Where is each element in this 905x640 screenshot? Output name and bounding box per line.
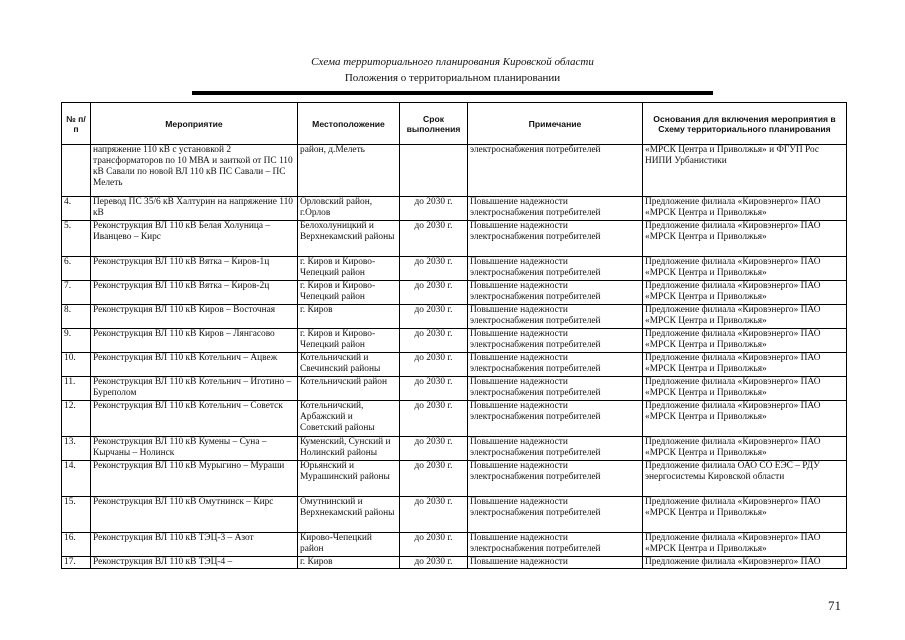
cell-number: 6.	[62, 257, 91, 281]
cell-basis: Предложение филиала «Кировэнерго» ПАО «МРСК Центра и Приволжья»	[643, 257, 847, 281]
cell-note: Повышение надежности электроснабжения потребителей	[468, 497, 643, 533]
cell-measure: Реконструкция ВЛ 110 кВ Белая Холуница – Иванцево – Кирс	[91, 221, 298, 257]
cell-note: Повышение надежности электроснабжения потребителей	[468, 377, 643, 401]
cell-term: до 2030 г.	[400, 353, 468, 377]
cell-note: Повышение надежности электроснабжения потребителей	[468, 329, 643, 353]
cell-term: до 2030 г.	[400, 329, 468, 353]
cell-basis: Предложение филиала «Кировэнерго» ПАО «МРСК Центра и Приволжья»	[643, 377, 847, 401]
cell-term: до 2030 г.	[400, 533, 468, 557]
cell-term: до 2030 г.	[400, 437, 468, 461]
cell-basis: Предложение филиала «Кировэнерго» ПАО «МРСК Центра и Приволжья»	[643, 353, 847, 377]
cell-note: Повышение надежности электроснабжения потребителей	[468, 461, 643, 497]
cell-measure: Реконструкция ВЛ 110 кВ Киров – Восточная	[91, 305, 298, 329]
cell-basis: Предложение филиала «Кировэнерго» ПАО «МРСК Центра и Приволжья»	[643, 281, 847, 305]
table-row	[62, 557, 847, 569]
column-header-number: № п/п	[62, 103, 91, 145]
cell-number: 7.	[62, 281, 91, 305]
cell-note: Повышение надежности электроснабжения потребителей	[468, 533, 643, 557]
cell-basis: Предложение филиала «Кировэнерго» ПАО «МРСК Центра и Приволжья»	[643, 329, 847, 353]
cell-term: до 2030 г.	[400, 305, 468, 329]
cell-number: 5.	[62, 221, 91, 257]
cell-location: Белохолуницкий и Верхнекамский районы	[298, 221, 400, 257]
table-row	[62, 221, 847, 257]
cell-measure: Реконструкция ВЛ 110 кВ Котельнич – Иготино – Буреполом	[91, 377, 298, 401]
cell-measure: Реконструкция ВЛ 110 кВ Вятка – Киров-1ц	[91, 257, 298, 281]
cell-location: г. Киров и Кирово-Чепецкий район	[298, 329, 400, 353]
cell-location: Котельничский и Свечинский районы	[298, 353, 400, 377]
cell-term: до 2030 г.	[400, 557, 468, 569]
cell-term: до 2030 г.	[400, 281, 468, 305]
cell-location: Котельничский, Арбажский и Советский районы	[298, 401, 400, 437]
column-header-basis: Основания для включения мероприятия в Схему территориального планирования	[643, 103, 847, 145]
cell-basis: Предложение филиала «Кировэнерго» ПАО	[643, 557, 847, 569]
cell-location: Котельничский район	[298, 377, 400, 401]
table-row	[62, 305, 847, 329]
cell-term: до 2030 г.	[400, 257, 468, 281]
cell-location: Орловский район, г.Орлов	[298, 197, 400, 221]
table-row	[62, 377, 847, 401]
cell-number: 9.	[62, 329, 91, 353]
cell-term	[400, 145, 468, 197]
cell-number: 16.	[62, 533, 91, 557]
cell-number: 15.	[62, 497, 91, 533]
cell-basis: Предложение филиала «Кировэнерго» ПАО «МРСК Центра и Приволжья»	[643, 401, 847, 437]
cell-location: г. Киров и Кирово-Чепецкий район	[298, 257, 400, 281]
cell-term: до 2030 г.	[400, 461, 468, 497]
page-number: 71	[828, 598, 841, 613]
cell-number: 12.	[62, 401, 91, 437]
table-row	[62, 329, 847, 353]
cell-basis: Предложение филиала «Кировэнерго» ПАО «МРСК Центра и Приволжья»	[643, 533, 847, 557]
cell-location: Юрьянский и Мурашинский районы	[298, 461, 400, 497]
cell-measure: Реконструкция ВЛ 110 кВ Мурыгино – Мураши	[91, 461, 298, 497]
cell-measure: Перевод ПС 35/6 кВ Халтурин на напряжение 110 кВ	[91, 197, 298, 221]
cell-basis: Предложение филиала «Кировэнерго» ПАО «МРСК Центра и Приволжья»	[643, 497, 847, 533]
table-row	[62, 353, 847, 377]
cell-number: 8.	[62, 305, 91, 329]
cell-location: Омутнинский и Верхнекамский районы	[298, 497, 400, 533]
cell-term: до 2030 г.	[400, 197, 468, 221]
cell-location: Кирово-Чепецкий район	[298, 533, 400, 557]
cell-term: до 2030 г.	[400, 401, 468, 437]
cell-basis: Предложение филиала «Кировэнерго» ПАО «МРСК Центра и Приволжья»	[643, 221, 847, 257]
cell-note: электроснабжения потребителей	[468, 145, 643, 197]
cell-note: Повышение надежности электроснабжения потребителей	[468, 197, 643, 221]
cell-number: 17.	[62, 557, 91, 569]
cell-note: Повышение надежности электроснабжения потребителей	[468, 353, 643, 377]
cell-measure: Реконструкция ВЛ 110 кВ Киров – Лянгасово	[91, 329, 298, 353]
table-row	[62, 533, 847, 557]
column-header-note: Примечание	[468, 103, 643, 145]
cell-term: до 2030 г.	[400, 497, 468, 533]
cell-note: Повышение надежности электроснабжения потребителей	[468, 221, 643, 257]
cell-number: 14.	[62, 461, 91, 497]
cell-basis: «МРСК Центра и Приволжья» и ФГУП Рос НИПИ Урбанистики	[643, 145, 847, 197]
cell-location: г. Киров	[298, 557, 400, 569]
cell-measure: Реконструкция ВЛ 110 кВ Омутнинск – Кирс	[91, 497, 298, 533]
cell-note: Повышение надежности электроснабжения потребителей	[468, 437, 643, 461]
cell-note: Повышение надежности электроснабжения потребителей	[468, 401, 643, 437]
cell-number: 13.	[62, 437, 91, 461]
table-row	[62, 401, 847, 437]
table-row	[62, 497, 847, 533]
cell-note: Повышение надежности электроснабжения потребителей	[468, 281, 643, 305]
cell-measure: Реконструкция ВЛ 110 кВ ТЭЦ-4 –	[91, 557, 298, 569]
cell-note: Повышение надежности электроснабжения потребителей	[468, 257, 643, 281]
cell-basis: Предложение филиала «Кировэнерго» ПАО «МРСК Центра и Приволжья»	[643, 305, 847, 329]
cell-measure: Реконструкция ВЛ 110 кВ Кумены – Суна – Кырчаны – Нолинск	[91, 437, 298, 461]
column-header-measure: Мероприятие	[91, 103, 298, 145]
column-header-location: Местоположение	[298, 103, 400, 145]
cell-basis: Предложение филиала «Кировэнерго» ПАО «МРСК Центра и Приволжья»	[643, 437, 847, 461]
cell-location: район, д.Мелеть	[298, 145, 400, 197]
cell-term: до 2030 г.	[400, 221, 468, 257]
page-title: Схема территориального планирования Кировской области	[311, 56, 594, 68]
table-row	[62, 197, 847, 221]
cell-measure: Реконструкция ВЛ 110 кВ Вятка – Киров-2ц	[91, 281, 298, 305]
cell-term: до 2030 г.	[400, 377, 468, 401]
cell-measure: Реконструкция ВЛ 110 кВ Котельнич – Советск	[91, 401, 298, 437]
cell-location: Куменский, Сунский и Нолинский районы	[298, 437, 400, 461]
table-row	[62, 437, 847, 461]
cell-location: г. Киров и Кирово-Чепецкий район	[298, 281, 400, 305]
page-subtitle: Положения о территориальном планировании	[344, 72, 561, 84]
cell-note: Повышение надежности электроснабжения потребителей	[468, 305, 643, 329]
cell-measure: напряжение 110 кВ с установкой 2 трансформаторов по 10 МВА и заиткой от ПС 110 кВ Савали по новой ВЛ 110 кВ ПС Савали – ПС Мелеть	[91, 145, 298, 197]
cell-number: 11.	[62, 377, 91, 401]
measures-table	[61, 102, 847, 569]
cell-number: 10.	[62, 353, 91, 377]
table-row	[62, 281, 847, 305]
header-rule	[192, 91, 713, 95]
cell-basis: Предложение филиала «Кировэнерго» ПАО «МРСК Центра и Приволжья»	[643, 197, 847, 221]
cell-note: Повышение надежности	[468, 557, 643, 569]
cell-number	[62, 145, 91, 197]
column-header-term: Срок выполнения	[400, 103, 468, 145]
cell-measure: Реконструкция ВЛ 110 кВ ТЭЦ-3 – Азот	[91, 533, 298, 557]
table-row	[62, 461, 847, 497]
cell-basis: Предложение филиала ОАО СО ЕЭС – РДУ энергосистемы Кировской области	[643, 461, 847, 497]
table-row	[62, 257, 847, 281]
table-row	[62, 145, 847, 197]
cell-number: 4.	[62, 197, 91, 221]
table-body	[62, 145, 847, 569]
cell-location: г. Киров	[298, 305, 400, 329]
cell-measure: Реконструкция ВЛ 110 кВ Котельнич – Ацвеж	[91, 353, 298, 377]
table-header-row	[62, 103, 847, 145]
